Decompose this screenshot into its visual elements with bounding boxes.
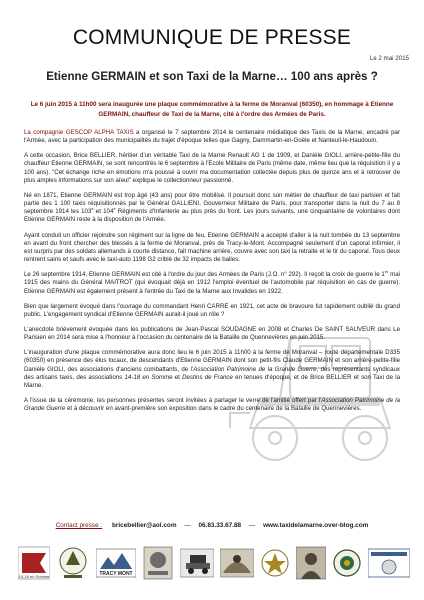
destins-de-france-logo xyxy=(56,545,90,581)
paragraph-9 xyxy=(24,397,400,413)
paragraph-9-a: A l'issue de la cérémonie, les personnes présentes seront invitées à partager le verre de l'amitié offert par l' xyxy=(24,397,322,405)
company-name: La compagnie GESCOP ALPHA TAXIS xyxy=(24,129,134,136)
paragraph-3-b: et 104 xyxy=(93,208,114,216)
paragraph-7: L'anecdote brièvement évoquée dans les publications de Jean-Pascal SOUDAGNE en 2008 et Charles De SAINT SAUVEUR dans Le Parisien en 2014 sera mise à l'honneur à l'occasion du centenaire de la Bataille de Quennevières en juin 2015. xyxy=(24,325,400,342)
paragraph-6: Bien que largement évoqué dans l'ouvrage du commandant Henri CARRE en 1921, cet acte de bravoure fut rapidement oublié du grand public. L'engagement syndical d'Etienne GERMAIN aurait-il joué un rôle ? xyxy=(24,302,400,318)
contact-email-link[interactable]: bricebellier@aol.com xyxy=(112,522,177,529)
partner-logos xyxy=(18,545,410,581)
paragraph-4: Ayant conduit un officier rejoindre son régiment sur la ligne de feu, Etienne GERMAIN a accepté d'aller à la nuit tombée du 13 septembre en avant du front chercher des blessés à la ferme de Moranval, près de Tracy-le-Mont. Accompagné seulement d'un caporal infirmier, il est surpris par des soldats allemands à courte distance, fait machine arrière, couvre avec son taxi la retraite et le tir du caporal. Tous deux rentrent sains et saufs avec le taxi-auto 1198 G2 criblé de 32 impacts de balles. xyxy=(24,231,400,264)
tracy-le-mont-logo xyxy=(96,545,136,581)
paragraph-1 xyxy=(24,129,400,145)
paragraph-3 xyxy=(24,192,400,225)
paragraph-5 xyxy=(24,271,400,295)
paragraph-8-b: , des représentants syndicaux des artisans taxis, des associations xyxy=(24,365,400,381)
paragraph-3-c: Régiments d'Infanterie au plus près du front. Les jours suivants, une cinquantaine de volontaires dont Etienne GERMAIN reste à la disposition de l'Armée. xyxy=(24,208,400,224)
paragraph-3-sup-2: e xyxy=(113,206,116,212)
paragraph-3-sup-1: e xyxy=(91,206,94,212)
contact-phone: 06.83.33.67.88 xyxy=(198,522,242,529)
contact-label: Contact presse : xyxy=(55,522,103,529)
soldier-portrait-logo xyxy=(296,545,326,581)
contact-website-link[interactable]: www.taxidelamarne.over-blog.com xyxy=(263,522,369,529)
release-date: Le 2 mai 2015 xyxy=(369,55,409,62)
patrimoine-logo xyxy=(368,545,410,581)
lead-paragraph: Le 6 juin 2015 à 11h00 sera inaugurée une plaque commémorative à la ferme de Moranval (60350), en hommage à Etienne GERMAIN, chauffeur de Taxi de la Marne, cité à l'ordre des Armées de Paris. xyxy=(30,101,394,118)
paragraph-3-a: Né en 1871, Etienne GERMAIN est trop âgé (43 ans) pour être mobilisé. Il poursuit donc son métier de chauffeur de taxi parisien et fait partie des 1 100 taxis réquisitionnés par le Général GALLIENI, Gouverneur Militaire de Paris, pour transporter dans la nuit du 7 au 8 septembre 1914 les 103 xyxy=(24,191,400,216)
logo-1418-label: 14-18 en Somme xyxy=(18,574,50,579)
paragraph-8-destins: Destins de France xyxy=(182,373,233,381)
logo-tracy-label: TRACY MONT xyxy=(99,571,133,577)
grande-guerre-logo xyxy=(142,545,174,581)
medal-logo xyxy=(260,545,290,581)
separator: — xyxy=(248,522,256,529)
paragraph-1-text: a organisé le 7 septembre 2014 le centenaire médiatique des Taxis de la Marne, encadré par l'Armée, avec la participation des municipalités du trajet d'époque telles que Gagny, Dammartin-en-Goële et Nanteuil-le-Haudouin. xyxy=(24,129,400,145)
contact-line xyxy=(24,522,400,529)
taxi-logo xyxy=(180,545,214,581)
association-logo xyxy=(332,545,362,581)
paragraph-2: A cette occasion, Brice BELLIER, héritier d'un véritable Taxi de la Marne Renault AG 1 de 1909, et Danièle GIOLI, arrière-petite-fille du chauffeur Etienne GERMAIN, se sont rencontrés le 6 septembre à l'Ecole Militaire de Paris (même date, même lieu que la réquisition il y a 100 ans). "Cet échange riche en émotions m'a poussé à ouvrir ma documentation collectée depuis plus de quinze ans et à retrouver de plus amples informations sur son aïeul" explique le collectionneur passionné. xyxy=(24,152,400,184)
paragraph-9-b: et à découvrir en avant-première son exposition dans le cadre du centenaire de la Bataille de Quennevières. xyxy=(65,405,362,413)
paragraph-8-a: L'inauguration d'une plaque commémorative aura donc lieu le 6 juin 2015 à 11h00 à la ferme de Moranval – route départementale D335 (60350) en présence des élus locaux, de descendants d'Etienne GERMAIN dont son petit-fils Claude GERMAIN et son arrière-petite-fille Danièle GIOLI, des associations d'anciens combattants, de l' xyxy=(24,349,400,373)
separator: — xyxy=(184,522,191,529)
body-text xyxy=(24,129,400,420)
headline: Etienne GERMAIN et son Taxi de la Marne… 100 ans après ? xyxy=(46,70,378,83)
paragraph-5-b: mai 1915 des mains du Général MAITROT (qui évoquait déjà en 1912 l'emploi éventuel de l'automobile par réquisition en cas de guerre). Etienne GERMAIN est également présent à l'entrée du Taxi de la Marne aux Invalides en 1922. xyxy=(24,271,400,295)
page-title: COMMUNIQUE DE PRESSE xyxy=(72,26,352,49)
paragraph-8-d: en tenues d'époque, et de Brice BELLIER et son Taxi de la Marne. xyxy=(24,373,400,389)
1418-en-somme-logo xyxy=(18,545,50,581)
paragraph-8 xyxy=(24,349,400,390)
paragraph-5-a: Le 26 septembre 1914, Etienne GERMAIN est cité à l'ordre du jour des Armées de Paris (J.O. n° 292). Il reçoit la croix de guerre le 1 xyxy=(24,271,385,279)
paragraph-5-sup: er xyxy=(384,269,389,275)
paragraph-9-assoc: Association Patrimoine de la Grande Guerre xyxy=(24,397,400,413)
bataille-logo xyxy=(220,545,254,581)
paragraph-8-assoc: Association Patrimoine de la Grande Guerre xyxy=(193,365,317,373)
paragraph-8-c: et xyxy=(172,373,183,381)
paragraph-8-somme: 14-18 en Somme xyxy=(124,373,173,381)
